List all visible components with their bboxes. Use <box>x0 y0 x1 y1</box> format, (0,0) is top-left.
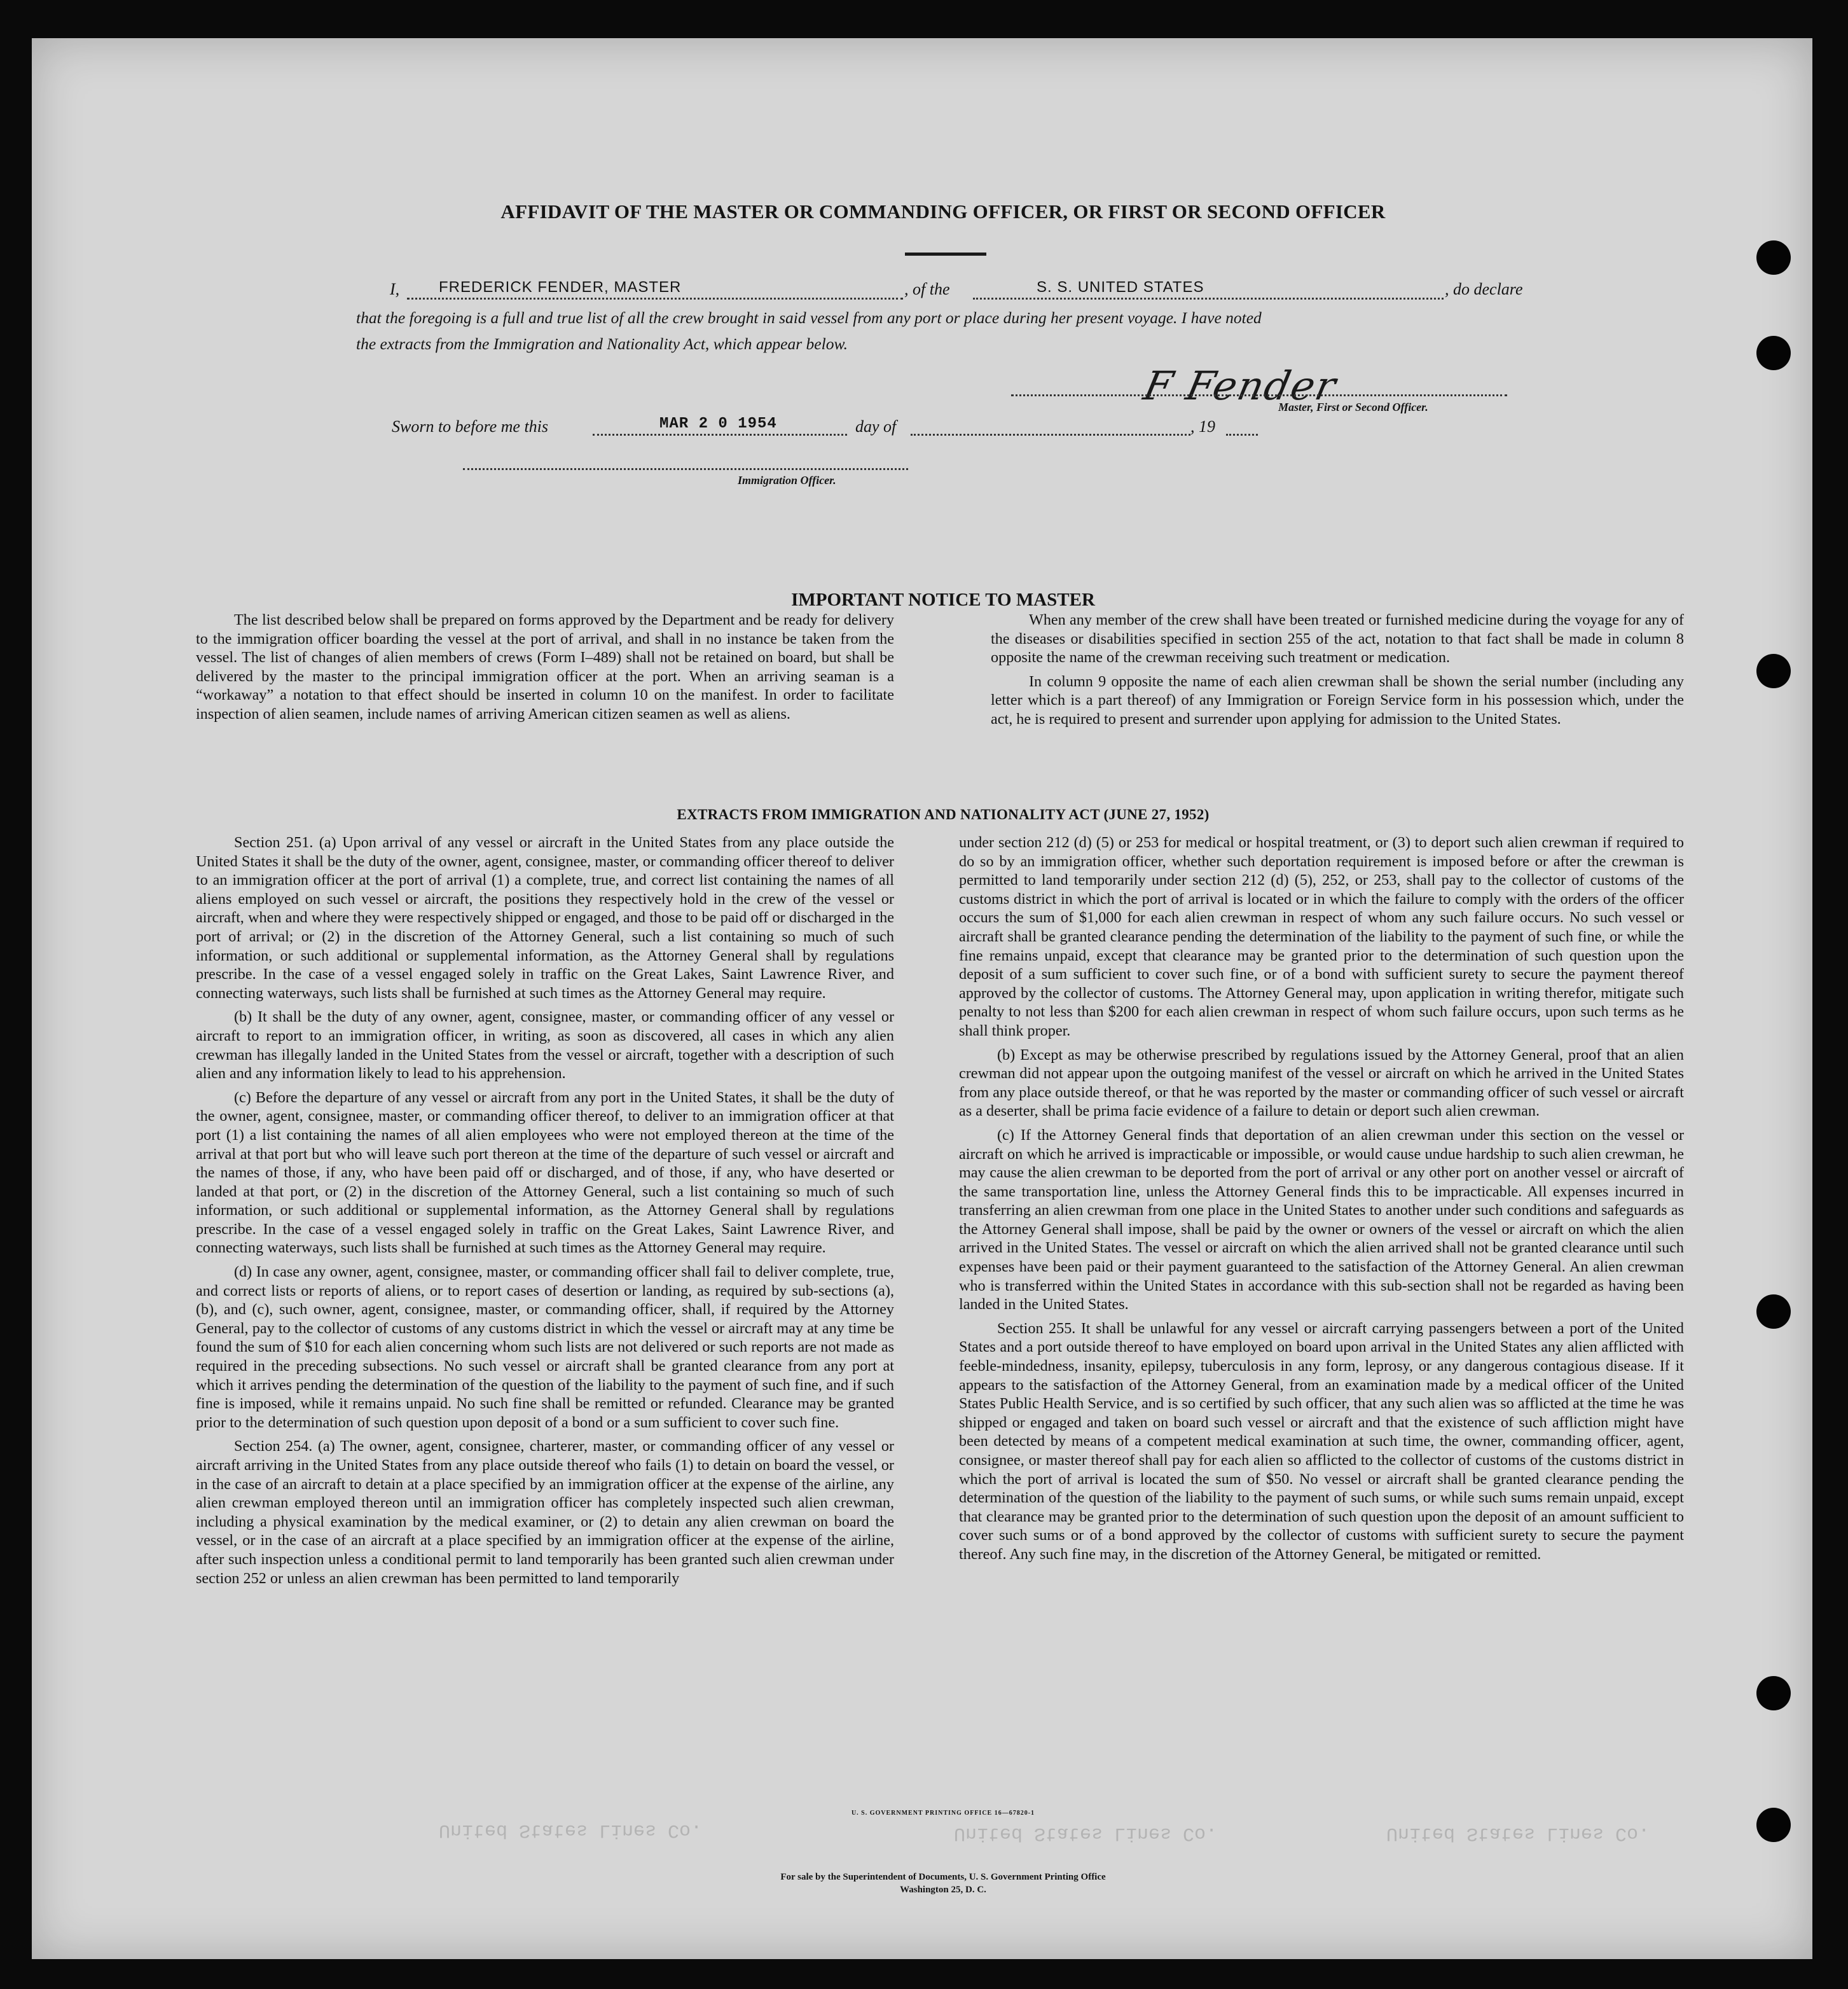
section-paragraph: (d) In case any owner, agent, consignee, master, or commanding officer shall fail to deliver complete, true, and correct lists or reports of aliens, or to report cases of desertion or landing, as required by sub-sections (a), (b), and (c), such owner, agent, consignee, master, or commanding officer, shall, if required by the Attorney General, pay to the collector of customs of any customs district in which the vessel or aircraft may at any time be found the sum of $10 for each alien concerning whom such lists are not delivered or such reports are not made as required in the preceding subsections. No such vessel or aircraft shall be granted clearance from any port at which it arrives pending the determination of the question of the liability to the payment of such fine, and if such fine is imposed, while it remains unpaid. No such fine shall be remitted or refunded. Clearance may be granted prior to the determination of such question upon deposit of a bond or a sum sufficient to cover such fine. <box>196 1263 894 1431</box>
signature-caption: Master, First or Second Officer. <box>1278 401 1428 413</box>
title-divider <box>905 253 986 256</box>
notice-left-column <box>196 611 894 724</box>
sworn-day-of: day of <box>855 417 897 436</box>
section-paragraph: (b) It shall be the duty of any owner, agent, consignee, master, or commanding officer of any vessel or aircraft to report to an immigration officer, in writing, as soon as discovered, all cases in which any alien crewman has illegally landed in the United States from the vessel or aircraft, together with a description of such alien and any information likely to lead to his apprehension. <box>196 1008 894 1083</box>
printing-office-line: U. S. GOVERNMENT PRINTING OFFICE 16—67820-1 <box>851 1810 1035 1817</box>
sworn-year-field <box>1226 415 1258 436</box>
punch-hole <box>1756 1676 1791 1710</box>
notice-paragraph: When any member of the crew shall have been treated or furnished medicine during the voyage for any of the diseases or disabilities specified in section 255 of the act, notation to that fact shall be made in column 8 opposite the name of the crewman receiving such treatment or medication. <box>991 611 1684 667</box>
punch-hole <box>1756 1294 1791 1329</box>
extracts-left-column <box>196 833 894 1588</box>
notice-paragraph: In column 9 opposite the name of each alien crewman shall be shown the serial number (including any letter which is a part thereof) of any Immigration or Foreign Service form in his possession which, under the act, he is required to present and surrender upon applying for admission to the United States. <box>991 672 1684 728</box>
punch-hole <box>1756 240 1791 275</box>
notice-paragraph: The list described below shall be prepared on forms approved by the Department and be ready for delivery to the immigration officer boarding the vessel at the port of arrival, and shall in no instance be taken from the vessel. The list of changes of alien members of crews (Form I–489) shall not be retained on board, but shall be delivered by the master to the principal immigration officer at the port. When an arriving seaman is a “workaway” a notation to that effect should be inserted in column 10 on the manifest. In order to facilitate inspection of alien seamen, include names of arriving American citizen seamen as well as aliens. <box>196 611 894 723</box>
notice-title: IMPORTANT NOTICE TO MASTER <box>791 590 1095 610</box>
declaration-suffix: , do declare <box>1445 280 1523 298</box>
section-paragraph: Section 251. (a) Upon arrival of any vessel or aircraft in the United States from any place outside the United States it shall be the duty of the owner, agent, consignee, master, or commanding officer thereof to deliver to an immigration officer at the port of arrival (1) a complete, true, and correct list containing the names of all aliens employed on such vessel or aircraft, the positions they respectively hold in the crew of the vessel or aircraft, when and where they were respectively shipped or engaged, and those to be paid off or discharged in the port of arrival; or (2) in the discretion of the Attorney General, such a list containing so much of such information, or such additional or supplemental information, as the Attorney General shall by regulations prescribe. In the case of a vessel engaged solely in traffic on the Great Lakes, Saint Lawrence River, and connecting waterways, such lists shall be furnished at such times as the Attorney General may require. <box>196 834 894 1002</box>
sworn-month-field <box>911 415 1190 436</box>
bleed-through-text: United States Lines Co. <box>439 1819 703 1841</box>
vessel-name-field <box>973 279 1444 300</box>
date-stamp: MAR 2 0 1954 <box>659 415 777 433</box>
declaration-statement-cont: the extracts from the Immigration and Nationality Act, which appear below. <box>356 335 848 353</box>
notice-right-column <box>991 611 1684 729</box>
declaration-statement: that the foregoing is a full and true list of all the crew brought in said vessel from any port or place during her present voyage. I have noted <box>356 308 1262 327</box>
sworn-year-prefix: , 19 <box>1190 417 1215 436</box>
immigration-officer-caption: Immigration Officer. <box>738 474 836 487</box>
signature-line <box>1011 394 1507 396</box>
section-paragraph: Section 254. (a) The owner, agent, consignee, charterer, master, or commanding officer of any vessel or aircraft arriving in the United States from any place outside thereof who fails (1) to detain on board the vessel, or in the case of an aircraft to detain at a place specified by an immigration officer at the expense of the airline, any alien crewman employed thereon until an immigration officer has completely inspected such alien crewman, including a physical examination by the medical examiner, or (2) to detain any alien crewman on board the vessel, or in the case of an aircraft at a place specified by an immigration officer at the expense of the airline, after such inspection unless a conditional permit to land temporarily has been granted such alien crewman under section 252 or unless an alien crewman has been permitted to land temporarily <box>196 1438 894 1587</box>
sworn-prefix: Sworn to before me this <box>392 417 549 436</box>
master-name-field <box>407 279 903 300</box>
vessel-name-value: S. S. UNITED STATES <box>1037 279 1204 296</box>
extracts-right-column <box>959 833 1684 1564</box>
document-page <box>32 38 1812 1959</box>
sales-notice-location: Washington 25, D. C. <box>900 1885 986 1895</box>
declaration-of-the: , of the <box>904 280 950 298</box>
sworn-date-field <box>593 415 847 436</box>
section-paragraph: under section 212 (d) (5) or 253 for medical or hospital treatment, or (3) to deport such alien crewman if required to do so by an immigration officer, whether such deportation requirement is imposed before or after the crewman is permitted to land temporarily under section 212 (d) (5), 252, or 253, shall pay to the collector of customs of the customs district in which the port of arrival is located or in which the failure to comply with the orders of the officer occurs the sum of $1,000 for each alien crewman in respect of whom any such failure occurs. No such vessel or aircraft shall be granted clearance pending the determination of the liability to the payment of such fine, or while the fine remains unpaid, except that clearance may be granted prior to the determination of such question upon the deposit of a sum sufficient to cover such fine, or of a bond with sufficient surety to secure the payment thereof approved by the collector of customs. The Attorney General may, upon application in writing therefor, mitigate such penalty to not less than $200 for each alien crewman in respect of whom such failure occurs, upon such terms as he shall think proper. <box>959 834 1684 1039</box>
bleed-through-text: United States Lines Co. <box>954 1822 1218 1844</box>
immigration-officer-line <box>463 468 908 470</box>
section-paragraph: Section 255. It shall be unlawful for any vessel or aircraft carrying passengers between a port of the United States and a port outside thereof to have employed on board upon arrival in the United States any alien afflicted with feeble-mindedness, insanity, epilepsy, tuberculosis in any form, leprosy, or any dangerous contagious disease. If it appears to the satisfaction of the Attorney General, from an examination made by a medical officer of the United States Public Health Service, and is so certified by such officer, that any such alien was so afflicted at the time he was shipped or engaged and taken on board such vessel or aircraft and that the existence of such affliction might have been detected by means of a competent medical examination at such time, the owner, commanding officer, agent, consignee, or master thereof shall pay for each alien so afflicted to the collector of customs of the customs district in which the port of arrival is located the sum of $50. No vessel or aircraft shall be granted clearance pending the determination of the question of the liability to the payment of such sums, or while such sums remain unpaid, except that clearance may be granted prior to the determination of such question upon the deposit of an amount sufficient to cover such sums or of a bond approved by the collector of customs with sufficient surety to secure the payment thereof. Any such fine may, in the discretion of the Attorney General, be mitigated or remitted. <box>959 1319 1684 1563</box>
section-paragraph: (b) Except as may be otherwise prescribed by regulations issued by the Attorney General, proof that an alien crewman did not appear upon the outgoing manifest of the vessel or aircraft on which he arrived in the United States from any place outside thereof, or that he was reported by the master or commanding officer of such vessel or aircraft as a deserter, shall be prima facie evidence of a failure to detain or deport such alien crewman. <box>959 1046 1684 1120</box>
master-signature: F Fender <box>1140 363 1341 409</box>
extracts-title: EXTRACTS FROM IMMIGRATION AND NATIONALITY ACT (JUNE 27, 1952) <box>677 807 1210 822</box>
punch-hole <box>1756 654 1791 688</box>
master-name-value: FREDERICK FENDER, MASTER <box>439 279 682 296</box>
section-paragraph: (c) If the Attorney General finds that deportation of an alien crewman under this section on the vessel or aircraft on which he arrived is impracticable or impossible, or would cause undue hardship to such alien crewman, he may cause the alien crewman to be deported from the port of arrival or any other port on another vessel or aircraft of the same transportation line, unless the Attorney General finds this to be impracticable. All expenses incurred in transferring an alien crewman from one place in the United States to another under such conditions and safeguards as the Attorney General shall impose, shall be paid by the owner or owners of the vessel or aircraft on which the alien arrived in the United States. The vessel or aircraft on which the alien arrived shall not be granted clearance until such expenses have been paid or their payment guaranteed to the satisfaction of the Attorney General. An alien crewman who is transferred within the United States in accordance with this sub-section shall not be regarded as having been landed in the United States. <box>959 1126 1684 1313</box>
affidavit-title: AFFIDAVIT OF THE MASTER OR COMMANDING OFFICER, OR FIRST OR SECOND OFFICER <box>500 200 1386 223</box>
section-paragraph: (c) Before the departure of any vessel or aircraft from any port in the United States, it shall be the duty of the owner, agent, consignee, master, or commanding officer thereof, to deliver to an immigration officer at that port (1) a list containing the names of all alien employees who were not employed thereon at the time of the arrival at that port but who will leave such port thereon at the time of the departure of such vessel or aircraft and the names of those, if any, who have been paid off or discharged, and of those, if any, who have deserted or landed at that port, or (2) in the discretion of the Attorney General, such a list containing so much of such information, or such additional or supplemental information, as the Attorney General shall by regulations prescribe. In the case of a vessel engaged solely in traffic on the Great Lakes, Saint Lawrence River, and connecting waterways, such lists shall be furnished at such times as the Attorney General may require. <box>196 1088 894 1257</box>
punch-hole <box>1756 336 1791 370</box>
bleed-through-text: United States Lines Co. <box>1386 1822 1650 1844</box>
sales-notice: For sale by the Superintendent of Documents, U. S. Government Printing Office <box>780 1872 1106 1882</box>
declaration-prefix: I, <box>390 280 400 298</box>
